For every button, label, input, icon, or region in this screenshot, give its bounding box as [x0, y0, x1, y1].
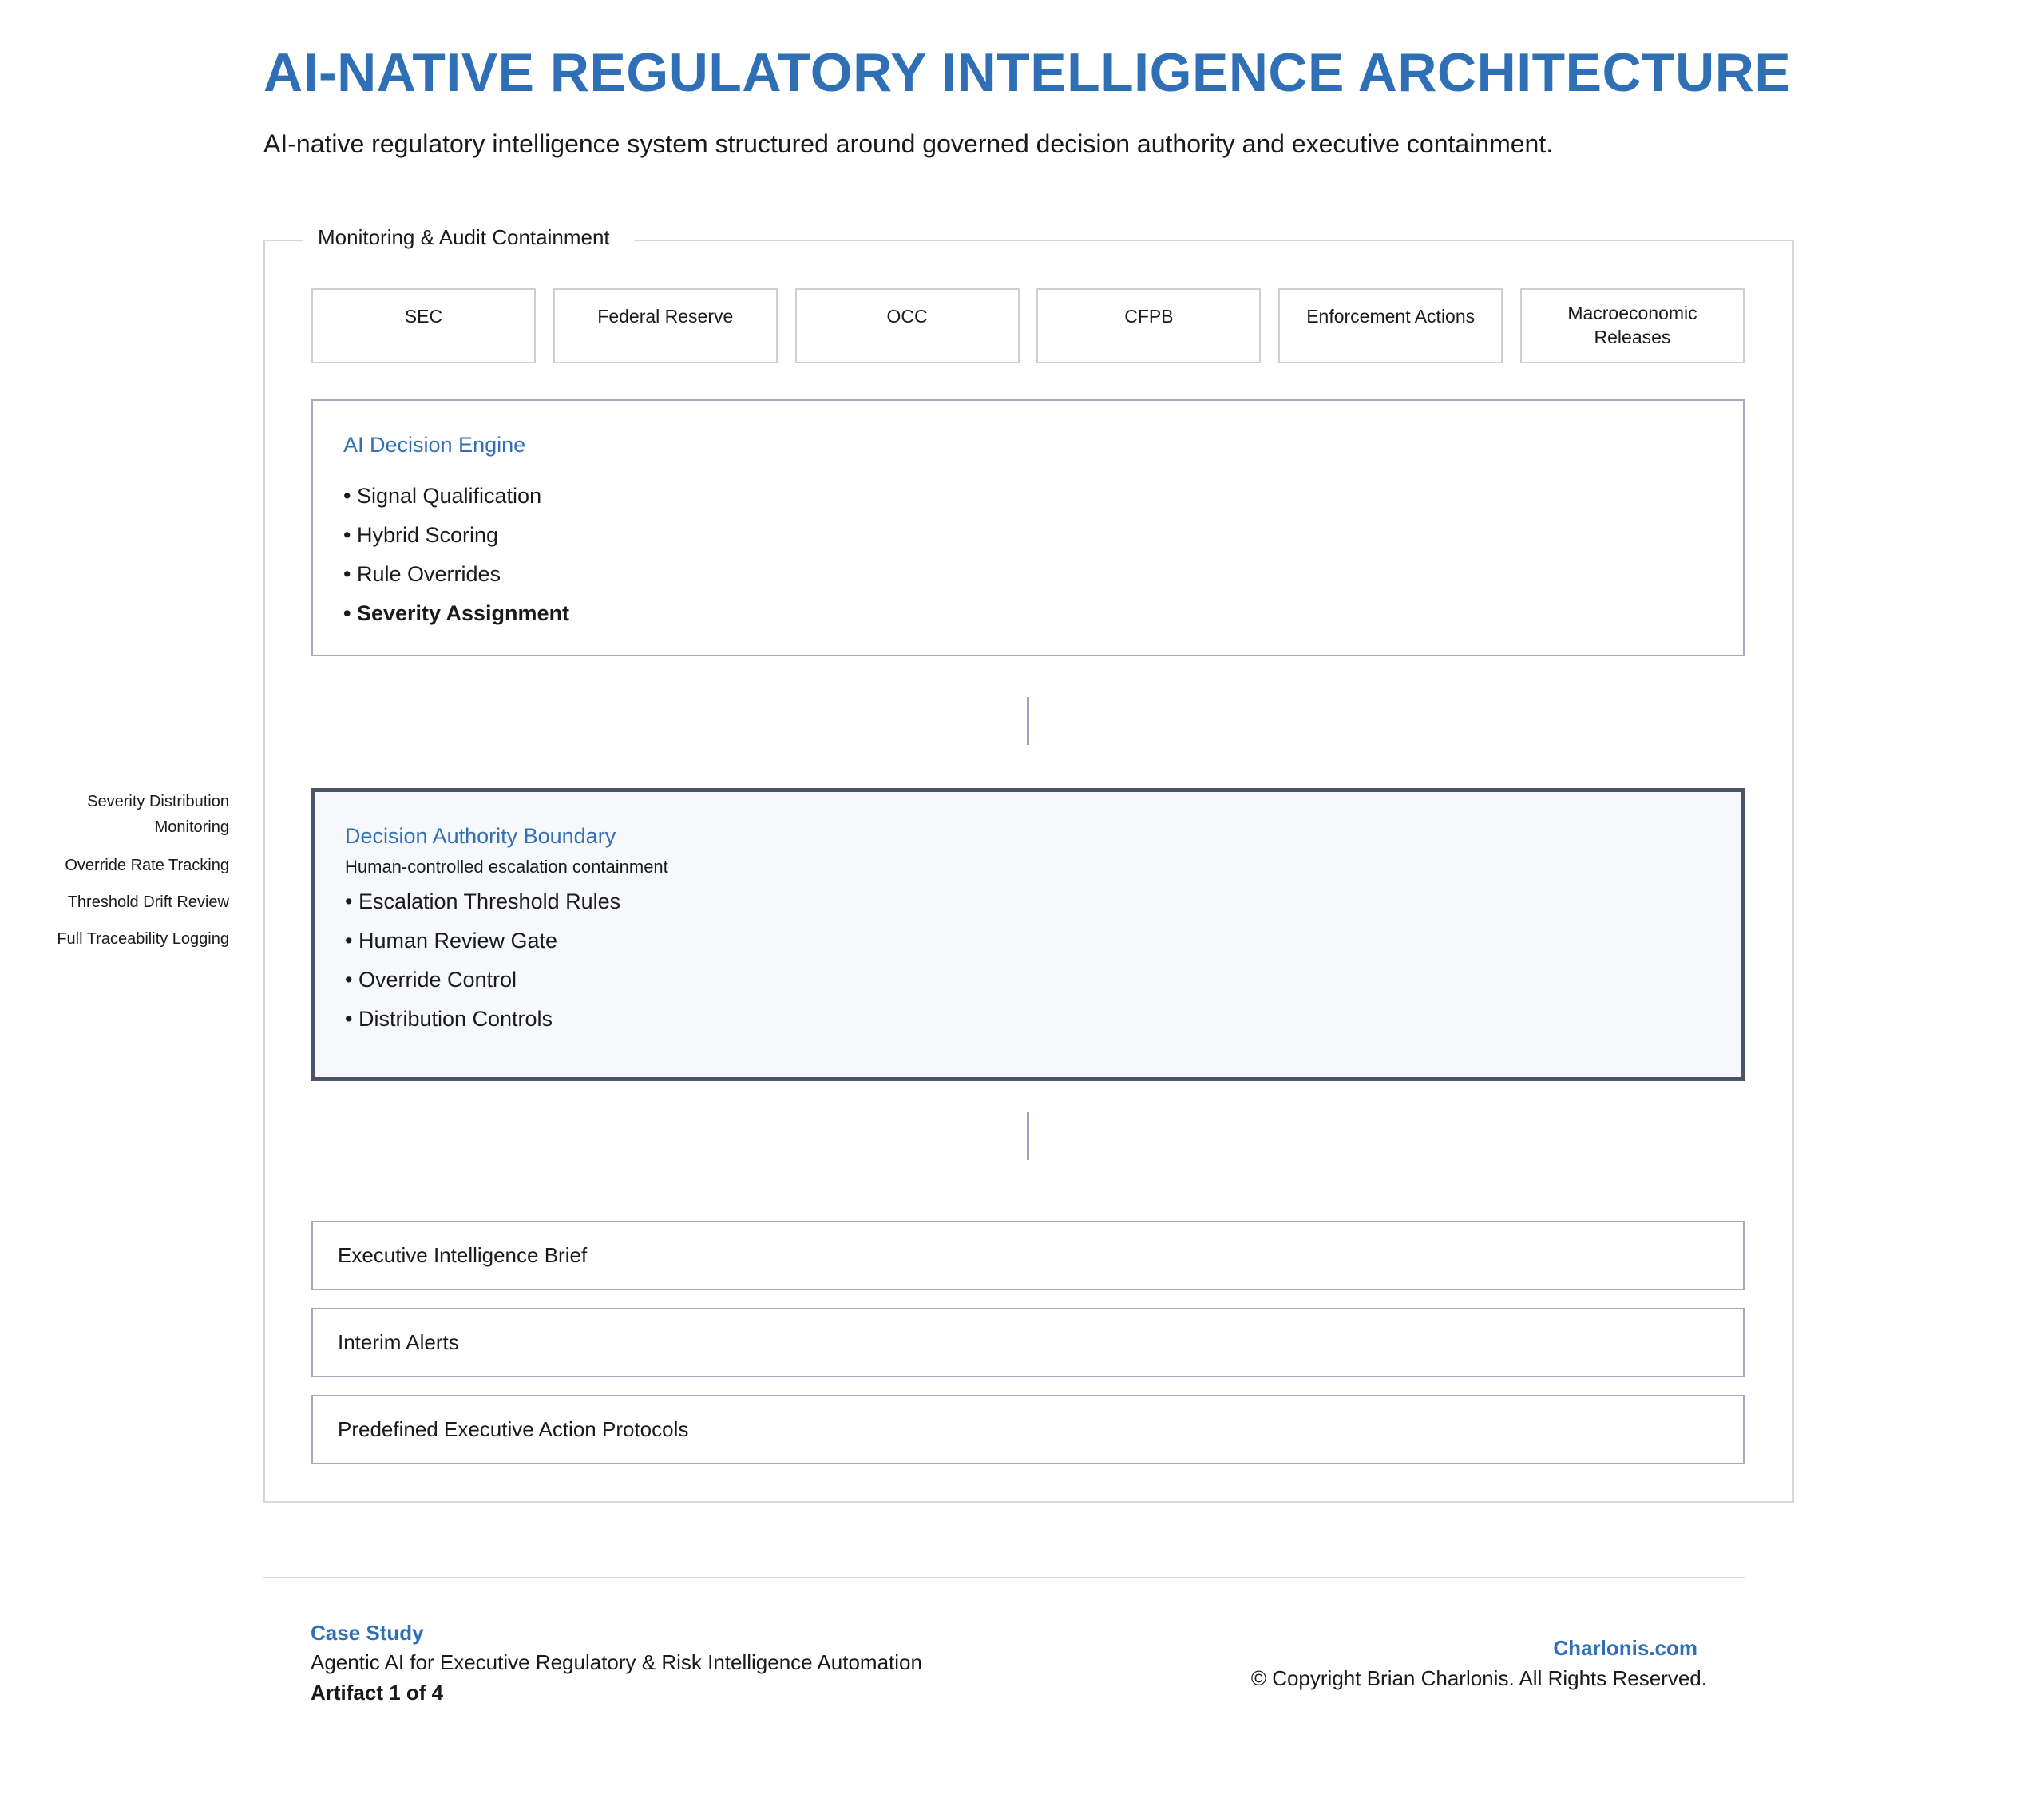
engine-title: AI Decision Engine	[343, 433, 526, 457]
monitoring-item-severity-distribution: Severity Distribution Monitoring	[87, 793, 229, 836]
decision-authority-boundary	[311, 788, 1745, 1081]
footer-case-study	[311, 1618, 922, 1708]
output-interim-alerts: Interim Alerts	[311, 1308, 1745, 1377]
ai-decision-engine	[311, 399, 1745, 656]
page-title: AI-NATIVE REGULATORY INTELLIGENCE ARCHITECTURE	[263, 42, 1792, 103]
boundary-item-override-control: • Override Control	[345, 968, 517, 992]
page-subtitle: AI-native regulatory intelligence system structured around governed decision authority and executive containment.	[263, 129, 1554, 158]
boundary-item-human-review-gate: • Human Review Gate	[345, 929, 558, 953]
containment-label: Monitoring & Audit Containment	[303, 225, 634, 250]
boundary-title: Decision Authority Boundary	[345, 824, 616, 848]
engine-item-rule-overrides: • Rule Overrides	[343, 562, 501, 586]
source-macroeconomic-releases: Macroeconomic Releases	[1520, 288, 1745, 363]
copyright-text: © Copyright Brian Charlonis. All Rights Reserved.	[1250, 1666, 1707, 1690]
monitoring-item-threshold-drift: Threshold Drift Review	[67, 893, 229, 911]
source-federal-reserve: Federal Reserve	[553, 288, 778, 363]
engine-item-signal-qualification: • Signal Qualification	[343, 484, 542, 508]
case-study-label: Case Study	[311, 1621, 424, 1645]
monitoring-labels	[30, 789, 229, 963]
output-executive-intelligence-brief: Executive Intelligence Brief	[311, 1221, 1745, 1290]
case-study-title: Agentic AI for Executive Regulatory & Risk Intelligence Automation	[311, 1650, 922, 1674]
source-enforcement-actions: Enforcement Actions	[1278, 288, 1503, 363]
footer-divider	[263, 1577, 1745, 1578]
source-occ: OCC	[795, 288, 1020, 363]
boundary-subtitle: Human-controlled escalation containment	[345, 857, 668, 877]
source-sec: SEC	[311, 288, 536, 363]
boundary-item-distribution-controls: • Distribution Controls	[345, 1007, 553, 1031]
engine-item-severity-assignment: • Severity Assignment	[343, 601, 570, 625]
connector-engine-to-boundary	[1027, 697, 1029, 745]
boundary-item-escalation-threshold-rules: • Escalation Threshold Rules	[345, 889, 621, 913]
regulatory-sources	[311, 288, 1745, 363]
output-executive-action-protocols: Predefined Executive Action Protocols	[311, 1395, 1745, 1464]
source-cfpb: CFPB	[1036, 288, 1261, 363]
engine-item-hybrid-scoring: • Hybrid Scoring	[343, 523, 499, 547]
monitoring-item-override-rate: Override Rate Tracking	[65, 857, 229, 874]
monitoring-item-traceability: Full Traceability Logging	[57, 930, 229, 948]
site-link[interactable]: Charlonis.com	[1553, 1636, 1697, 1660]
connector-boundary-to-outputs	[1027, 1112, 1029, 1160]
artifact-label: Artifact 1 of 4	[311, 1681, 444, 1705]
footer-copyright	[1251, 1633, 1707, 1693]
